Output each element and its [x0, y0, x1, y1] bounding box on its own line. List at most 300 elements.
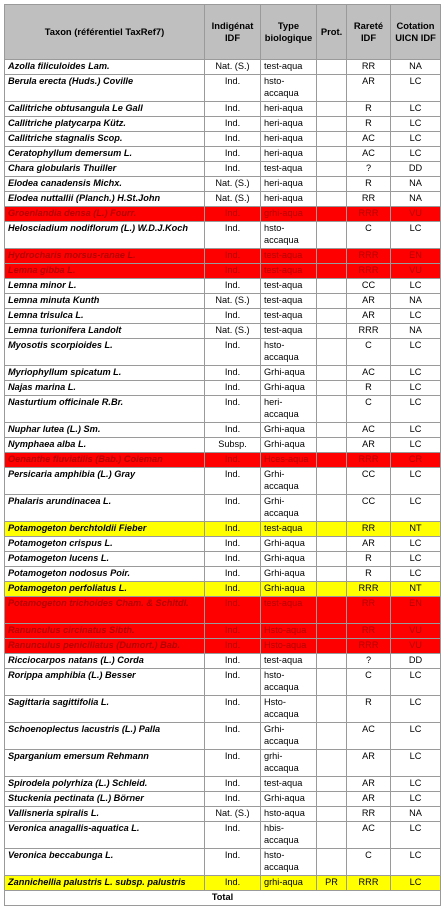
type-biologique-cell: hsto-accaqua: [261, 75, 317, 102]
type-biologique-cell: Grhi-aqua: [261, 438, 317, 453]
uicn-cell: LC: [391, 822, 441, 849]
indigenat-cell: Nat. (S.): [205, 60, 261, 75]
rarete-cell: RR: [347, 807, 391, 822]
protection-cell: [317, 177, 347, 192]
taxon-cell: Lemna gibba L.: [5, 264, 205, 279]
protection-cell: [317, 75, 347, 102]
type-biologique-cell: grhi-aqua: [261, 207, 317, 222]
table-row: [5, 222, 441, 249]
taxon-cell: Lemna minuta Kunth: [5, 294, 205, 309]
taxon-cell: Zannichellia palustris L. subsp. palustris: [5, 876, 205, 891]
indigenat-cell: Ind.: [205, 669, 261, 696]
protection-cell: [317, 207, 347, 222]
rarete-cell: ?: [347, 654, 391, 669]
taxon-cell: Ranunculus circinatus Sibth.: [5, 624, 205, 639]
indigenat-cell: Ind.: [205, 723, 261, 750]
indigenat-cell: Ind.: [205, 249, 261, 264]
rarete-cell: R: [347, 117, 391, 132]
protection-cell: [317, 264, 347, 279]
rarete-cell: AR: [347, 750, 391, 777]
type-biologique-cell: test-aqua: [261, 522, 317, 537]
type-biologique-cell: test-aqua: [261, 777, 317, 792]
uicn-cell: VU: [391, 624, 441, 639]
uicn-cell: LC: [391, 537, 441, 552]
indigenat-cell: Ind.: [205, 495, 261, 522]
table-row: [5, 396, 441, 423]
taxon-cell: Potamogeton nodosus Poir.: [5, 567, 205, 582]
type-biologique-cell: Grhi-accaqua: [261, 495, 317, 522]
protection-cell: [317, 624, 347, 639]
uicn-cell: VU: [391, 207, 441, 222]
rarete-cell: R: [347, 552, 391, 567]
uicn-cell: NA: [391, 324, 441, 339]
header-indigenat: Indigénat IDF: [205, 5, 261, 60]
uicn-cell: NA: [391, 294, 441, 309]
uicn-cell: LC: [391, 495, 441, 522]
table-row: [5, 822, 441, 849]
protection-cell: [317, 147, 347, 162]
table-row: [5, 324, 441, 339]
table-row: [5, 60, 441, 75]
indigenat-cell: Ind.: [205, 468, 261, 495]
protection-cell: [317, 522, 347, 537]
table-row: [5, 468, 441, 495]
uicn-cell: LC: [391, 396, 441, 423]
indigenat-cell: Ind.: [205, 102, 261, 117]
rarete-cell: AR: [347, 792, 391, 807]
protection-cell: [317, 567, 347, 582]
rarete-cell: RRR: [347, 639, 391, 654]
taxon-cell: Vallisneria spiralis L.: [5, 807, 205, 822]
uicn-cell: NT: [391, 582, 441, 597]
protection-cell: [317, 777, 347, 792]
type-biologique-cell: hsto-accaqua: [261, 669, 317, 696]
indigenat-cell: Ind.: [205, 537, 261, 552]
table-body: [5, 60, 441, 891]
rarete-cell: R: [347, 102, 391, 117]
header-type-biologique: Type biologique: [261, 5, 317, 60]
protection-cell: [317, 279, 347, 294]
table-row: [5, 567, 441, 582]
table-row: [5, 582, 441, 597]
protection-cell: [317, 495, 347, 522]
uicn-cell: DD: [391, 654, 441, 669]
type-biologique-cell: hsto-accaqua: [261, 339, 317, 366]
indigenat-cell: Ind.: [205, 582, 261, 597]
uicn-cell: LC: [391, 567, 441, 582]
indigenat-cell: Subsp.: [205, 438, 261, 453]
indigenat-cell: Ind.: [205, 522, 261, 537]
taxon-cell: Myriophyllum spicatum L.: [5, 366, 205, 381]
uicn-cell: LC: [391, 339, 441, 366]
rarete-cell: C: [347, 849, 391, 876]
table-row: [5, 537, 441, 552]
protection-cell: [317, 423, 347, 438]
taxon-cell: Azolla filiculoides Lam.: [5, 60, 205, 75]
type-biologique-cell: Grhi-aqua: [261, 552, 317, 567]
rarete-cell: AC: [347, 366, 391, 381]
protection-cell: [317, 807, 347, 822]
indigenat-cell: Ind.: [205, 339, 261, 366]
indigenat-cell: Ind.: [205, 264, 261, 279]
indigenat-cell: Ind.: [205, 381, 261, 396]
type-biologique-cell: Grhi-aqua: [261, 366, 317, 381]
rarete-cell: C: [347, 222, 391, 249]
taxon-cell: Lemna trisulca L.: [5, 309, 205, 324]
protection-cell: [317, 309, 347, 324]
protection-cell: [317, 222, 347, 249]
protection-cell: [317, 750, 347, 777]
taxon-cell: Helosciadium nodiflorum (L.) W.D.J.Koch: [5, 222, 205, 249]
type-biologique-cell: heri-accaqua: [261, 396, 317, 423]
type-biologique-cell: test-aqua: [261, 324, 317, 339]
table-row: [5, 102, 441, 117]
protection-cell: [317, 294, 347, 309]
table-row: [5, 552, 441, 567]
type-biologique-cell: Grhi-accaqua: [261, 723, 317, 750]
taxon-cell: Ceratophyllum demersum L.: [5, 147, 205, 162]
taxon-cell: Ricciocarpos natans (L.) Corda: [5, 654, 205, 669]
indigenat-cell: Ind.: [205, 552, 261, 567]
header-taxon: Taxon (référentiel TaxRef7): [5, 5, 205, 60]
indigenat-cell: Ind.: [205, 792, 261, 807]
taxon-cell: Elodea nuttallii (Planch.) H.St.John: [5, 192, 205, 207]
table-row: [5, 849, 441, 876]
rarete-cell: AR: [347, 309, 391, 324]
rarete-cell: RR: [347, 192, 391, 207]
taxon-cell: Schoenoplectus lacustris (L.) Palla: [5, 723, 205, 750]
protection-cell: [317, 582, 347, 597]
protection-cell: [317, 537, 347, 552]
indigenat-cell: Ind.: [205, 396, 261, 423]
rarete-cell: AR: [347, 438, 391, 453]
table-row: [5, 639, 441, 654]
indigenat-cell: Ind.: [205, 567, 261, 582]
table-row: [5, 495, 441, 522]
uicn-cell: LC: [391, 279, 441, 294]
taxon-cell: Sagittaria sagittifolia L.: [5, 696, 205, 723]
uicn-cell: NA: [391, 192, 441, 207]
type-biologique-cell: test-aqua: [261, 597, 317, 624]
table-row: [5, 453, 441, 468]
type-biologique-cell: test-aqua: [261, 162, 317, 177]
uicn-cell: LC: [391, 423, 441, 438]
uicn-cell: LC: [391, 117, 441, 132]
protection-cell: [317, 162, 347, 177]
indigenat-cell: Ind.: [205, 279, 261, 294]
table-row: [5, 522, 441, 537]
uicn-cell: EN: [391, 597, 441, 624]
table-row: [5, 75, 441, 102]
indigenat-cell: Nat. (S.): [205, 177, 261, 192]
table-row: [5, 597, 441, 624]
rarete-cell: AC: [347, 723, 391, 750]
protection-cell: [317, 381, 347, 396]
rarete-cell: RR: [347, 597, 391, 624]
uicn-cell: LC: [391, 723, 441, 750]
protection-cell: [317, 468, 347, 495]
rarete-cell: RRR: [347, 453, 391, 468]
table-row: [5, 807, 441, 822]
type-biologique-cell: heri-aqua: [261, 102, 317, 117]
indigenat-cell: Ind.: [205, 696, 261, 723]
type-biologique-cell: Hsto-accaqua: [261, 696, 317, 723]
uicn-cell: LC: [391, 147, 441, 162]
indigenat-cell: Ind.: [205, 366, 261, 381]
type-biologique-cell: hsto-aqua: [261, 807, 317, 822]
rarete-cell: AC: [347, 147, 391, 162]
rarete-cell: R: [347, 567, 391, 582]
rarete-cell: C: [347, 396, 391, 423]
protection-cell: [317, 696, 347, 723]
type-biologique-cell: test-aqua: [261, 654, 317, 669]
uicn-cell: LC: [391, 132, 441, 147]
uicn-cell: LC: [391, 849, 441, 876]
protection-cell: [317, 849, 347, 876]
indigenat-cell: Ind.: [205, 597, 261, 624]
type-biologique-cell: Grhi-aqua: [261, 537, 317, 552]
protection-cell: PR: [317, 876, 347, 891]
table-row: [5, 147, 441, 162]
table-row: [5, 132, 441, 147]
type-biologique-cell: test-aqua: [261, 264, 317, 279]
type-biologique-cell: hsto-accaqua: [261, 849, 317, 876]
taxon-cell: Oenanthe fluviatilis (Bab.) Coleman: [5, 453, 205, 468]
protection-cell: [317, 192, 347, 207]
taxon-cell: Elodea canadensis Michx.: [5, 177, 205, 192]
taxon-cell: Lemna minor L.: [5, 279, 205, 294]
taxon-cell: Callitriche stagnalis Scop.: [5, 132, 205, 147]
rarete-cell: AC: [347, 132, 391, 147]
rarete-cell: C: [347, 669, 391, 696]
table-row: [5, 177, 441, 192]
type-biologique-cell: hsto-accaqua: [261, 222, 317, 249]
rarete-cell: RR: [347, 60, 391, 75]
header-uicn: Cotation UICN IDF: [391, 5, 441, 60]
uicn-cell: NA: [391, 807, 441, 822]
indigenat-cell: Ind.: [205, 750, 261, 777]
uicn-cell: NT: [391, 522, 441, 537]
header-rarete: Rareté IDF: [347, 5, 391, 60]
table-row: [5, 192, 441, 207]
rarete-cell: R: [347, 696, 391, 723]
uicn-cell: LC: [391, 696, 441, 723]
table-row: [5, 696, 441, 723]
protection-cell: [317, 723, 347, 750]
table-row: [5, 309, 441, 324]
table-row: [5, 366, 441, 381]
rarete-cell: CC: [347, 468, 391, 495]
protection-cell: [317, 396, 347, 423]
taxon-cell: Potamogeton berchtoldii Fieber: [5, 522, 205, 537]
taxon-cell: Potamogeton lucens L.: [5, 552, 205, 567]
taxon-cell: Nasturtium officinale R.Br.: [5, 396, 205, 423]
taxon-cell: Persicaria amphibia (L.) Gray: [5, 468, 205, 495]
protection-cell: [317, 60, 347, 75]
table-row: [5, 723, 441, 750]
table-row: [5, 438, 441, 453]
taxon-cell: Potamogeton perfoliatus L.: [5, 582, 205, 597]
rarete-cell: RR: [347, 522, 391, 537]
rarete-cell: RRR: [347, 264, 391, 279]
rarete-cell: CC: [347, 279, 391, 294]
type-biologique-cell: hbis-accaqua: [261, 822, 317, 849]
type-biologique-cell: heri-aqua: [261, 177, 317, 192]
protection-cell: [317, 366, 347, 381]
protection-cell: [317, 552, 347, 567]
type-biologique-cell: test-aqua: [261, 279, 317, 294]
protection-cell: [317, 339, 347, 366]
rarete-cell: AR: [347, 777, 391, 792]
table-row: [5, 339, 441, 366]
taxon-cell: Potamogeton trichoides Cham. & Schltdl.: [5, 597, 205, 624]
taxon-cell: Veronica anagallis-aquatica L.: [5, 822, 205, 849]
type-biologique-cell: Hsto-aqua: [261, 639, 317, 654]
taxon-cell: Chara globularis Thuiller: [5, 162, 205, 177]
protection-cell: [317, 822, 347, 849]
taxon-cell: Hydrocharis morsus-ranae L.: [5, 249, 205, 264]
indigenat-cell: Ind.: [205, 822, 261, 849]
type-biologique-cell: test-aqua: [261, 60, 317, 75]
indigenat-cell: Ind.: [205, 117, 261, 132]
table-row: [5, 876, 441, 891]
type-biologique-cell: Grhi-aqua: [261, 381, 317, 396]
rarete-cell: AC: [347, 423, 391, 438]
indigenat-cell: Ind.: [205, 75, 261, 102]
indigenat-cell: Ind.: [205, 162, 261, 177]
uicn-cell: LC: [391, 750, 441, 777]
type-biologique-cell: Grhi-aqua: [261, 582, 317, 597]
uicn-cell: DD: [391, 162, 441, 177]
indigenat-cell: Ind.: [205, 639, 261, 654]
rarete-cell: RRR: [347, 324, 391, 339]
indigenat-cell: Ind.: [205, 132, 261, 147]
uicn-cell: LC: [391, 102, 441, 117]
type-biologique-cell: heri-aqua: [261, 132, 317, 147]
taxon-cell: Rorippa amphibia (L.) Besser: [5, 669, 205, 696]
table-row: [5, 777, 441, 792]
table-row: [5, 117, 441, 132]
indigenat-cell: Ind.: [205, 876, 261, 891]
protection-cell: [317, 453, 347, 468]
taxon-table: [4, 4, 441, 906]
indigenat-cell: Ind.: [205, 777, 261, 792]
protection-cell: [317, 438, 347, 453]
type-biologique-cell: Hsto-aqua: [261, 624, 317, 639]
uicn-cell: LC: [391, 222, 441, 249]
uicn-cell: LC: [391, 366, 441, 381]
table-row: [5, 264, 441, 279]
taxon-cell: Groenlandia densa (L.) Fourr.: [5, 207, 205, 222]
table-row: [5, 750, 441, 777]
indigenat-cell: Nat. (S.): [205, 324, 261, 339]
table-header: [5, 5, 441, 60]
indigenat-cell: Ind.: [205, 849, 261, 876]
indigenat-cell: Ind.: [205, 309, 261, 324]
total-label: Total: [5, 891, 441, 906]
type-biologique-cell: Grhi-accaqua: [261, 468, 317, 495]
protection-cell: [317, 654, 347, 669]
indigenat-cell: Ind.: [205, 453, 261, 468]
type-biologique-cell: test-aqua: [261, 309, 317, 324]
indigenat-cell: Ind.: [205, 624, 261, 639]
table-row: [5, 381, 441, 396]
type-biologique-cell: Hces-aqua: [261, 453, 317, 468]
rarete-cell: AR: [347, 294, 391, 309]
protection-cell: [317, 792, 347, 807]
rarete-cell: C: [347, 339, 391, 366]
rarete-cell: RR: [347, 624, 391, 639]
taxon-cell: Spirodela polyrhiza (L.) Schleid.: [5, 777, 205, 792]
taxon-cell: Veronica beccabunga L.: [5, 849, 205, 876]
taxon-cell: Callitriche obtusangula Le Gall: [5, 102, 205, 117]
indigenat-cell: Ind.: [205, 423, 261, 438]
type-biologique-cell: test-aqua: [261, 294, 317, 309]
type-biologique-cell: heri-aqua: [261, 192, 317, 207]
uicn-cell: VU: [391, 639, 441, 654]
type-biologique-cell: test-aqua: [261, 249, 317, 264]
type-biologique-cell: heri-aqua: [261, 117, 317, 132]
protection-cell: [317, 102, 347, 117]
type-biologique-cell: grhi-aqua: [261, 876, 317, 891]
indigenat-cell: Nat. (S.): [205, 192, 261, 207]
indigenat-cell: Ind.: [205, 222, 261, 249]
rarete-cell: ?: [347, 162, 391, 177]
table-row: [5, 792, 441, 807]
table-row: [5, 249, 441, 264]
taxon-cell: Callitriche platycarpa Kütz.: [5, 117, 205, 132]
type-biologique-cell: Grhi-aqua: [261, 792, 317, 807]
uicn-cell: LC: [391, 792, 441, 807]
taxon-cell: Stuckenia pectinata (L.) Börner: [5, 792, 205, 807]
protection-cell: [317, 669, 347, 696]
uicn-cell: NA: [391, 177, 441, 192]
taxon-cell: Nymphaea alba L.: [5, 438, 205, 453]
rarete-cell: R: [347, 177, 391, 192]
uicn-cell: CR: [391, 453, 441, 468]
rarete-cell: AC: [347, 822, 391, 849]
protection-cell: [317, 324, 347, 339]
table-row: [5, 654, 441, 669]
indigenat-cell: Ind.: [205, 147, 261, 162]
taxon-cell: Sparganium emersum Rehmann: [5, 750, 205, 777]
taxon-cell: Najas marina L.: [5, 381, 205, 396]
protection-cell: [317, 639, 347, 654]
taxon-cell: Lemna turionifera Landolt: [5, 324, 205, 339]
uicn-cell: LC: [391, 438, 441, 453]
taxon-cell: Potamogeton crispus L.: [5, 537, 205, 552]
uicn-cell: LC: [391, 75, 441, 102]
table-row: [5, 294, 441, 309]
type-biologique-cell: Grhi-aqua: [261, 423, 317, 438]
taxon-cell: Nuphar lutea (L.) Sm.: [5, 423, 205, 438]
indigenat-cell: Ind.: [205, 207, 261, 222]
taxon-cell: Berula erecta (Huds.) Coville: [5, 75, 205, 102]
table-row: [5, 669, 441, 696]
rarete-cell: CC: [347, 495, 391, 522]
taxon-cell: Phalaris arundinacea L.: [5, 495, 205, 522]
uicn-cell: LC: [391, 777, 441, 792]
uicn-cell: VU: [391, 264, 441, 279]
rarete-cell: RRR: [347, 207, 391, 222]
protection-cell: [317, 132, 347, 147]
uicn-cell: NA: [391, 60, 441, 75]
header-protection: Prot.: [317, 5, 347, 60]
type-biologique-cell: Grhi-aqua: [261, 567, 317, 582]
table-row: [5, 207, 441, 222]
indigenat-cell: Nat. (S.): [205, 294, 261, 309]
rarete-cell: AR: [347, 537, 391, 552]
